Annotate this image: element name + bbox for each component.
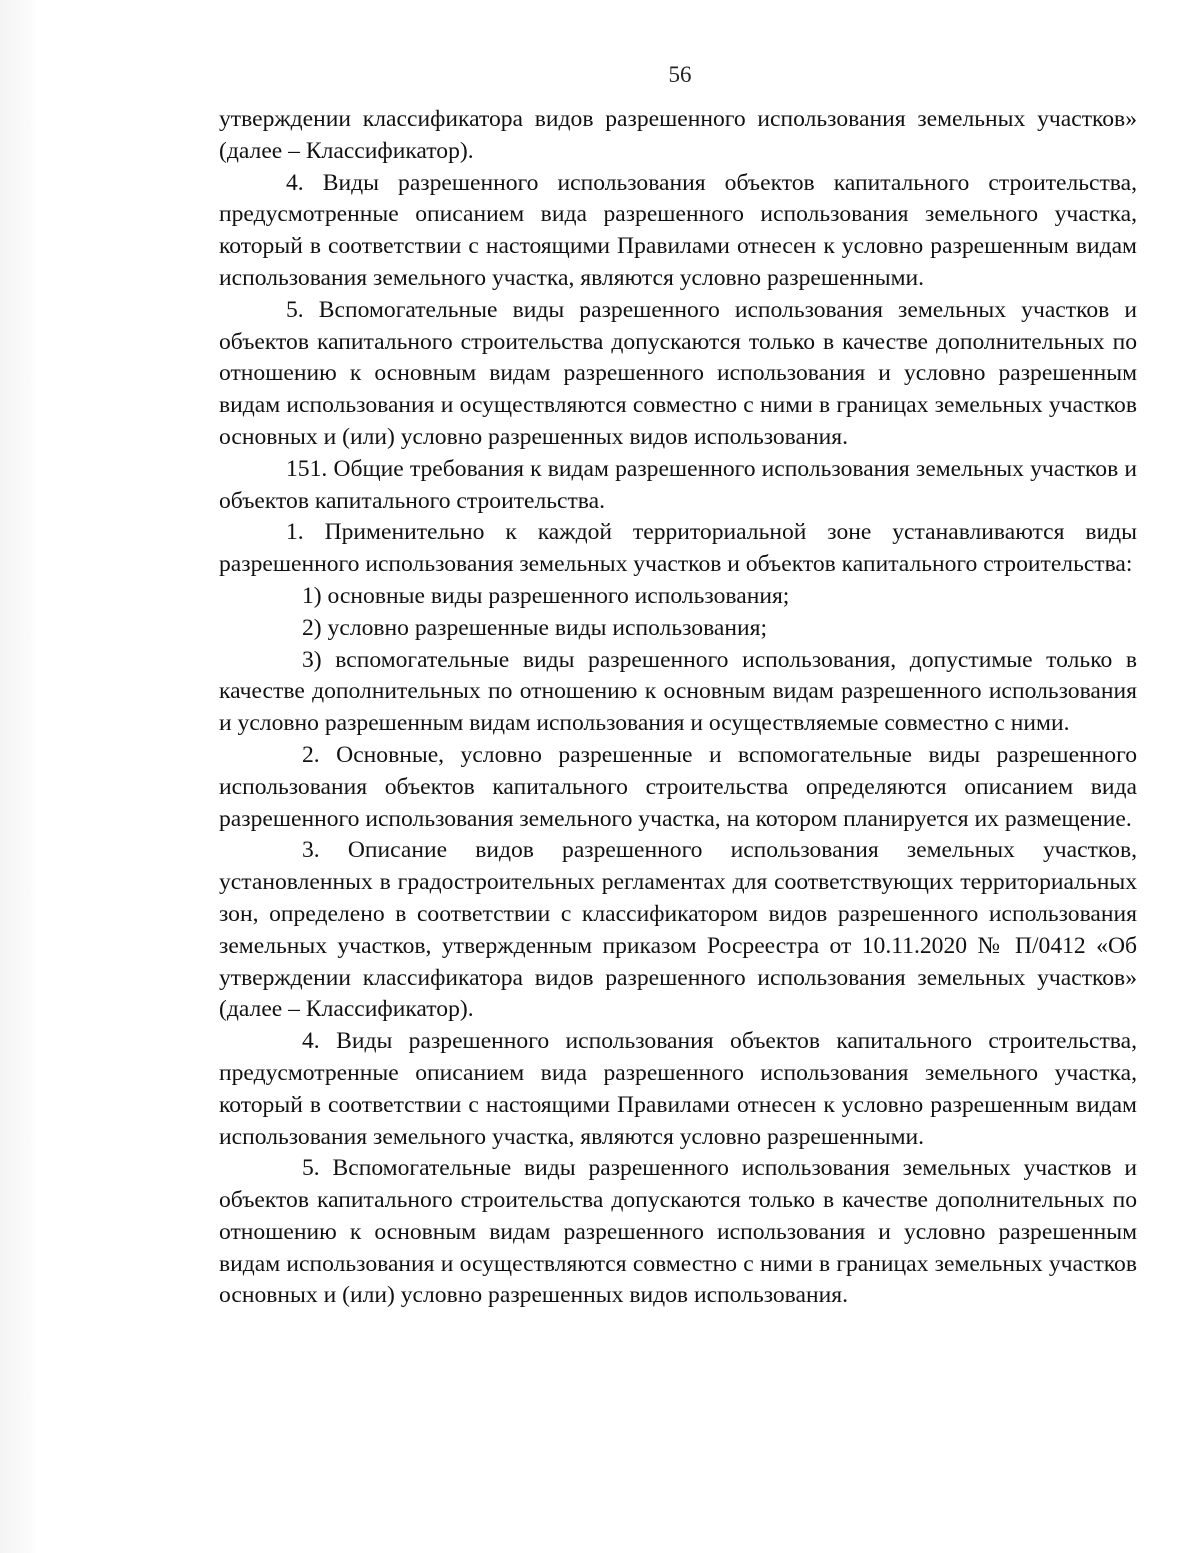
list-item: 1) основные виды разрешенного использования; [302,582,790,609]
paragraph: 4. Виды разрешенного использования объектов капитального строительства, предусмотренные описанием вида разрешенного использования земельного участка, который в соответствии с настоящими Правилами отнесен к условно разрешенным видам использования земельного участка, являются условно разрешенными. [219,1028,1137,1150]
paragraph: 2. Основные, условно разрешенные и вспомогательные виды разрешенного использования объектов капитального строительства определяются описанием вида разрешенного использования земельного участка, на котором планируется их размещение. [219,741,1137,832]
paragraph: 5. Вспомогательные виды разрешенного использования земельных участков и объектов капитального строительства допускаются только в качестве дополнительных по отношению к основным видам разрешенного использования и условно разрешенным видам использования и осуществляются совместно с ними в границах земельных участков основных и (или) условно разрешенных видов использования. [219,1155,1137,1309]
paragraph: 5. Вспомогательные виды разрешенного использования земельных участков и объектов капитального строительства допускаются только в качестве дополнительных по отношению к основным видам разрешенного использования и условно разрешенным видам использования и осуществляются совместно с ними в границах земельных участков основных и (или) условно разрешенных видов использования. [219,296,1137,450]
paragraph: 3. Описание видов разрешенного использования земельных участков, установленных в градостроительных регламентах для соответствующих территориальных зон, определено в соответствии с классификатором видов разрешенного использования земельных участков, утвержденным приказом Росреестра от 10.11.2020 № П/0412 «Об утверждении классификатора видов разрешенного использования земельных участков» (далее – Классификатор). [219,837,1137,1023]
paragraph: 4. Виды разрешенного использования объектов капитального строительства, предусмотренные описанием вида разрешенного использования земельного участка, который в соответствии с настоящими Правилами отнесен к условно разрешенным видам использования земельного участка, являются условно разрешенными. [219,169,1137,291]
page-number: 56 [668,62,692,87]
scan-left-margin [0,0,38,1553]
paragraph: 1. Применительно к каждой территориальной зоне устанавливаются виды разрешенного использования земельных участков и объектов капитального строительства: [219,519,1137,578]
document-body [219,104,1137,1312]
section-heading: 151. Общие требования к видам разрешенного использования земельных участков и объектов капитального строительства. [219,455,1137,514]
list-item: 3) вспомогательные виды разрешенного использования, допустимые только в качестве дополнительных по отношению к основным видам разрешенного использования и условно разрешенным видам использования и осуществляемые совместно с ними. [219,646,1137,737]
list-item: 2) условно разрешенные виды использования; [302,614,768,641]
paragraph: утверждении классификатора видов разрешенного использования земельных участков» (далее – Классификатор). [219,106,1137,164]
